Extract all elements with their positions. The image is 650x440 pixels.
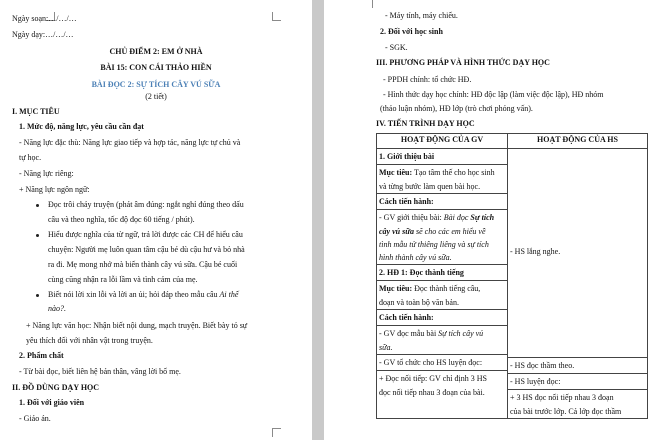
text-line: và từng bước làm quen bài học. xyxy=(379,182,481,191)
lesson-title: BÀI 15: CON CÁI THẢO HIỀN xyxy=(100,63,212,72)
text-line: ra đi. Mẹ mong nhớ mà biến thành cây vú sữa. Cậu bé cuối xyxy=(48,260,238,269)
subsection-heading: 2. Phẩm chất xyxy=(19,351,64,360)
text-line: Hiểu được nghĩa của từ ngữ, trả lời được các CH để hiểu câu xyxy=(48,230,243,239)
activity-title: 2. HĐ 1: Đọc thành tiếng xyxy=(379,268,464,277)
text-line: - SGK. xyxy=(385,43,408,52)
text-line: + Năng lực văn học: Nhận biết nội dung, mạch truyện. Biết bày tỏ sự xyxy=(26,321,248,330)
right-page xyxy=(324,0,650,440)
text-line: cùng cũng nhận ra lỗi lầm và tình cảm của mẹ. xyxy=(48,275,198,284)
text-line: đọc nối tiếp nhau 3 đoạn của bài. xyxy=(379,388,485,397)
text-line: - GV đọc mẫu bài Sự tích cây vú xyxy=(379,329,484,338)
left-page xyxy=(0,0,312,440)
text-line: Cách tiến hành: xyxy=(379,313,434,322)
ngay-soan: Ngày soạn:…/…/… xyxy=(12,14,77,23)
margin-mark xyxy=(272,12,281,21)
text-line: - HS luyện đọc: xyxy=(510,377,561,386)
text-line: - Giáo án. xyxy=(19,414,51,423)
activity-title: 1. Giới thiệu bài xyxy=(379,152,435,161)
text-line: chuyện: Người mẹ luôn quan tâm cậu bé dù cậu hư và bỏ nhà xyxy=(48,245,245,254)
section-heading: IV. TIẾN TRÌNH DẠY HỌC xyxy=(376,119,475,128)
text-line: Biết nói lời xin lỗi và lời an ủi; hỏi đáp theo mẫu câu Ai thế xyxy=(48,290,239,299)
text-line: tự học. xyxy=(19,153,42,162)
subsection-heading: 2. Đối với học sinh xyxy=(380,27,443,36)
text-line: - Hình thức dạy học chính: HĐ độc lập (làm việc độc lập), HĐ nhóm xyxy=(383,90,604,99)
text-line: - HS đọc thầm theo. xyxy=(510,361,575,370)
margin-mark xyxy=(364,0,373,8)
text-line: đoạn và toàn bộ văn bản. xyxy=(379,298,459,307)
text-line: câu và theo nghĩa, tốc độ đọc 60 tiếng / phút). xyxy=(48,215,195,224)
text-line: + 3 HS đọc nối tiếp nhau 3 đoạn xyxy=(510,393,614,402)
bullet-icon xyxy=(36,294,39,297)
student-cell xyxy=(508,149,648,419)
col-header-hs: HOẠT ĐỘNG CỦA HS xyxy=(508,134,648,149)
text-line: - Từ bài đọc, biết liên hệ bản thân, vâng lời bố mẹ. xyxy=(19,367,181,376)
section-heading: I. MỤC TIÊU xyxy=(12,107,60,116)
section-heading: II. ĐỒ DÙNG DẠY HỌC xyxy=(12,383,100,392)
text-line: tình mẫu tử thiêng liêng và sự tích xyxy=(379,240,489,249)
text-line: + Năng lực ngôn ngữ: xyxy=(19,185,90,194)
subsection-heading: 1. Mức độ, năng lực, yêu cầu cần đạt xyxy=(19,122,144,131)
text-line: sữa. xyxy=(379,343,393,352)
text-line: - GV giới thiệu bài: Bài đọc Sự tích xyxy=(379,213,495,222)
text-line: - GV tổ chức cho HS luyện đọc: xyxy=(379,358,483,367)
text-line: yêu thích đối với nhân vật trong truyện. xyxy=(26,336,153,345)
text-line: của bài trước lớp. Cả lớp đọc thầm xyxy=(510,407,622,416)
text-line: Đọc trôi chảy truyện (phát âm đúng: ngắt nghỉ đúng theo dấu xyxy=(48,200,244,209)
text-line: hình thành cây vú sữa. xyxy=(379,253,452,262)
subsection-heading: 1. Đối với giáo viên xyxy=(19,398,85,407)
text-line: cây vú sữa sẽ cho các em hiểu về xyxy=(379,227,486,236)
text-line: (thảo luận nhóm), HĐ lớp (trò chơi phỏng vấn). xyxy=(380,104,533,113)
margin-mark xyxy=(272,428,281,437)
period-count: (2 tiết) xyxy=(145,92,167,101)
text-line: Mục tiêu: Đọc thành tiếng câu, xyxy=(379,284,481,293)
text-line: Mục tiêu: Tạo tâm thế cho học sinh xyxy=(379,168,495,177)
text-line: - Máy tính, máy chiếu. xyxy=(385,11,458,20)
table-row xyxy=(377,149,648,419)
bullet-icon xyxy=(36,234,39,237)
reading-title: BÀI ĐỌC 2: SỰ TÍCH CÂY VÚ SỮA xyxy=(91,80,221,89)
text-line: Cách tiến hành: xyxy=(379,197,434,206)
bullet-icon xyxy=(36,204,39,207)
text-line: - Năng lực riêng: xyxy=(19,169,74,178)
col-header-gv: HOẠT ĐỘNG CỦA GV xyxy=(377,134,508,149)
teacher-cell xyxy=(377,149,508,419)
text-line: - Năng lực đặc thù: Năng lực giao tiếp và hợp tác, năng lực tự chủ và xyxy=(19,138,241,147)
section-heading: III. PHƯƠNG PHÁP VÀ HÌNH THỨC DẠY HỌC xyxy=(376,58,550,67)
text-line: - HS lắng nghe. xyxy=(510,247,561,256)
text-line: - PPDH chính: tổ chức HĐ. xyxy=(383,75,472,84)
text-line: nào?. xyxy=(48,304,66,313)
ngay-day: Ngày dạy:…/…/… xyxy=(12,30,74,39)
lesson-plan-table xyxy=(376,133,648,419)
chu-diem-heading: CHỦ ĐIỂM 2: EM Ở NHÀ xyxy=(109,47,203,56)
text-line: + Đọc nối tiếp: GV chỉ định 3 HS xyxy=(379,374,487,383)
